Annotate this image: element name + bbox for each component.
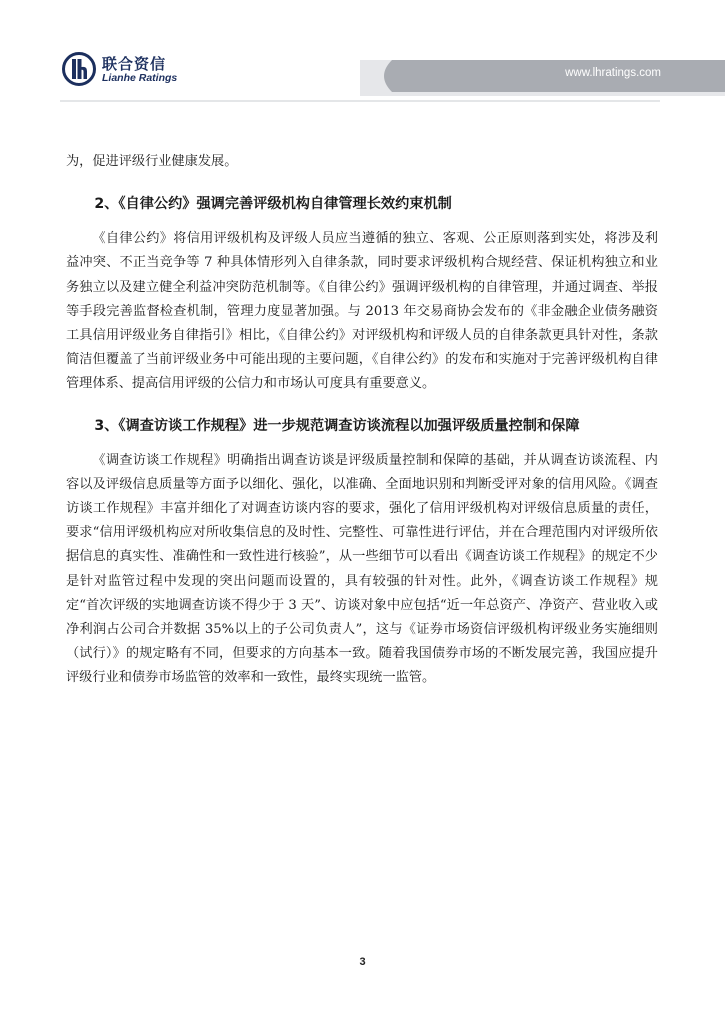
page-number: 3 (359, 956, 366, 968)
intro-fragment: 为，促进评级行业健康发展。 (66, 154, 238, 169)
logo-chinese-name: 联合资信 (102, 55, 167, 73)
logo-english-name: Lianhe Ratings (102, 72, 178, 84)
website-url[interactable]: www.lhratings.com (565, 67, 661, 79)
lianhe-logo-icon (62, 52, 96, 86)
page-header (0, 0, 725, 110)
section-3-paragraph: 《调查访谈工作规程》明确指出调查访谈是评级质量控制和保障的基础，并从调查访谈流程、内容以及评级信息质量等方面予以细化、强化，以准确、全面地识别和判断受评对象的信用风险。《调查访谈工作规程》丰富并细化了对调查访谈内容的要求，强化了信用评级机构对评级信息质量的责任，要求“信用评级机构应对所收集信息的及时性、完整性、可靠性进行评估，并在合理范围内对评级所依据信息的真实性、准确性和一致性进行核验”，从一些细节可以看出《调查访谈工作规程》的规定不少是针对监管过程中发现的突出问题而设置的，具有较强的针对性。此外，《调查访谈工作规程》规定“首次评级的实地调查访谈不得少于 3 天”、访谈对象中应包括“近一年总资产、净资产、营业收入或净利润占公司合并数据 35%以上的子公司负责人”，这与《证券市场资信评级机构评级业务实施细则（试行）》的规定略有不同，但要求的方向基本一致。随着我国债券市场的不断发展完善，我国应提升评级行业和债券市场监管的效率和一致性，最终实现统一监管。 (66, 452, 658, 686)
section-2-heading: 2、《自律公约》强调完善评级机构自律管理长效约束机制 (94, 196, 452, 213)
section-2-paragraph: 《自律公约》将信用评级机构及评级人员应当遵循的独立、客观、公正原则落到实处，将涉及利益冲突、不正当竞争等 7 种具体情形列入自律条款，同时要求评级机构合规经营、保证机构独立和业务独立以及建立健全利益冲突防范机制等。《自律公约》强调评级机构的自律管理，并通过调查、举报等手段完善监督检查机制，管理力度显著加强。与 2013 年交易商协会发布的《非金融企业债务融资工具信用评级业务自律指引》相比，《自律公约》对评级机构和评级人员的自律条款更具针对性，条款简洁但覆盖了当前评级业务中可能出现的主要问题，《自律公约》的发布和实施对于完善评级机构自律管理体系、提高信用评级的公信力和市场认可度具有重要意义。 (66, 231, 658, 392)
document-body (66, 150, 658, 691)
section-3-heading: 3、《调查访谈工作规程》进一步规范调查访谈流程以加强评级质量控制和保障 (94, 417, 580, 434)
company-logo (62, 52, 232, 92)
